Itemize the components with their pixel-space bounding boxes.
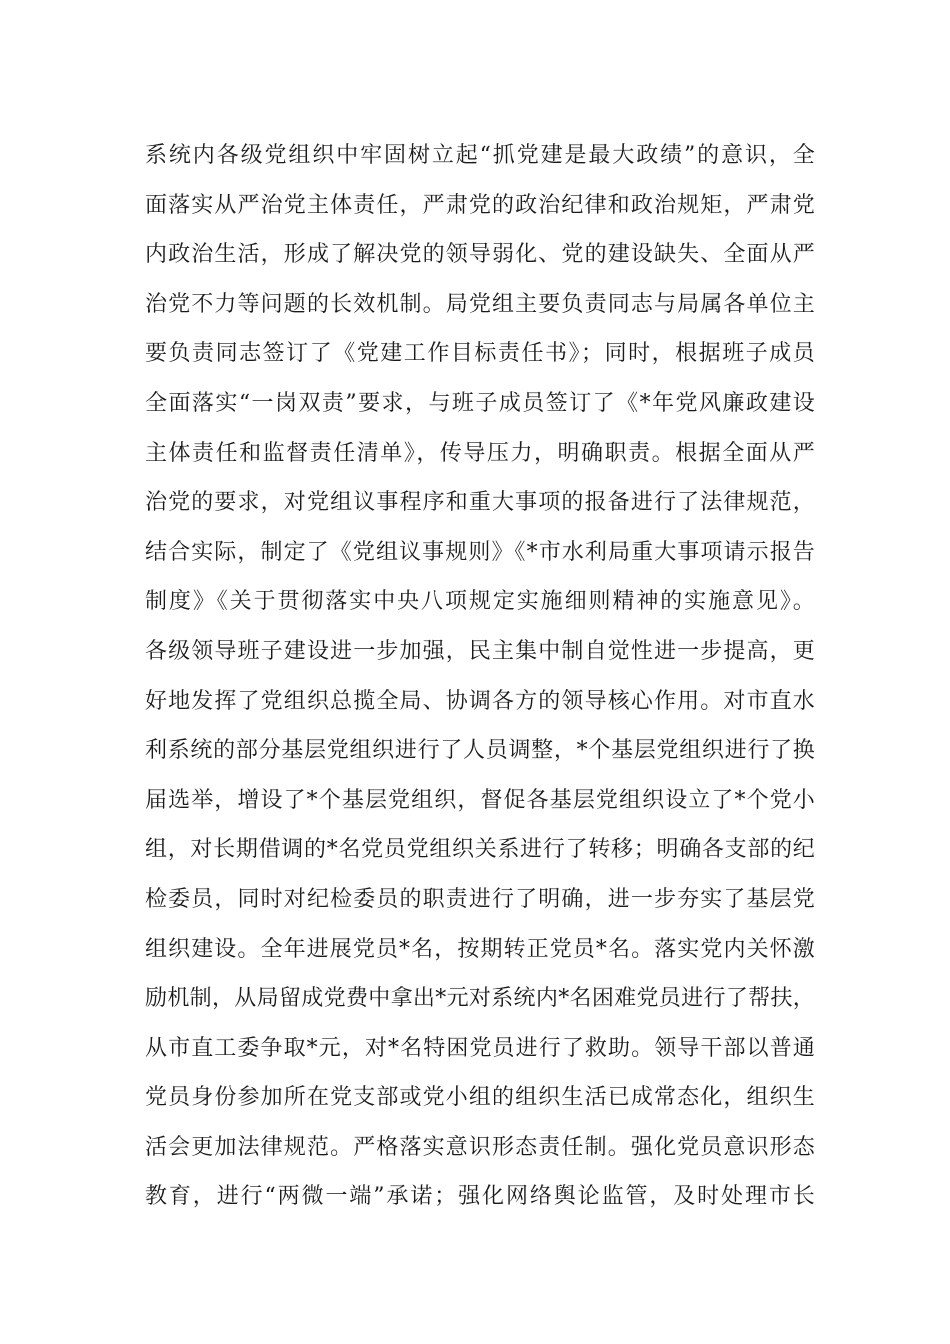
text-line: 好地发挥了党组织总揽全局、协调各方的领导核心作用。对市直水: [145, 688, 815, 714]
text-line: 届选举，增设了*个基层党组织，督促各基层党组织设立了*个党小: [145, 787, 815, 813]
text-line: 治党不力等问题的长效机制。局党组主要负责同志与局属各单位主: [145, 291, 815, 317]
text-line: 系统内各级党组织中牢固树立起“抓党建是最大政绩”的意识，全: [145, 143, 815, 168]
text-line: 要负责同志签订了《党建工作目标责任书》；同时，根据班子成员: [145, 341, 815, 367]
body-text: [145, 131, 815, 1222]
text-line: 利系统的部分基层党组织进行了人员调整，*个基层党组织进行了换: [145, 738, 815, 764]
text-line: 面落实从严治党主体责任，严肃党的政治纪律和政治规矩，严肃党: [145, 192, 815, 218]
text-line: 党员身份参加所在党支部或党小组的组织生活已成常态化，组织生: [145, 1085, 815, 1111]
text-line: 内政治生活，形成了解决党的领导弱化、党的建设缺失、全面从严: [145, 242, 815, 268]
text-line: 励机制，从局留成党费中拿出*元对系统内*名困难党员进行了帮扶，: [145, 986, 815, 1012]
text-line: 教育，进行“两微一端”承诺；强化网络舆论监管，及时处理市长: [145, 1184, 815, 1210]
text-line: 检委员，同时对纪检委员的职责进行了明确，进一步夯实了基层党: [145, 886, 815, 912]
text-line: 治党的要求，对党组议事程序和重大事项的报备进行了法律规范，: [145, 490, 815, 516]
text-line: 组织建设。全年进展党员*名，按期转正党员*名。落实党内关怀激: [145, 936, 815, 962]
text-line: 主体责任和监督责任清单》，传导压力，明确职责。根据全面从严: [145, 440, 815, 466]
text-line: 结合实际，制定了《党组议事规则》《*市水利局重大事项请示报告: [145, 539, 815, 565]
text-line: 制度》《关于贯彻落实中央八项规定实施细则精神的实施意见》。: [145, 589, 815, 615]
text-line: 组，对长期借调的*名党员党组织关系进行了转移；明确各支部的纪: [145, 837, 815, 863]
text-line: 全面落实“一岗双责”要求，与班子成员签订了《*年党风廉政建设: [145, 390, 815, 416]
text-line: 活会更加法律规范。严格落实意识形态责任制。强化党员意识形态: [145, 1134, 815, 1160]
text-line: 从市直工委争取*元，对*名特困党员进行了救助。领导干部以普通: [145, 1035, 815, 1061]
text-line: 各级领导班子建设进一步加强，民主集中制自觉性进一步提高，更: [145, 638, 815, 664]
